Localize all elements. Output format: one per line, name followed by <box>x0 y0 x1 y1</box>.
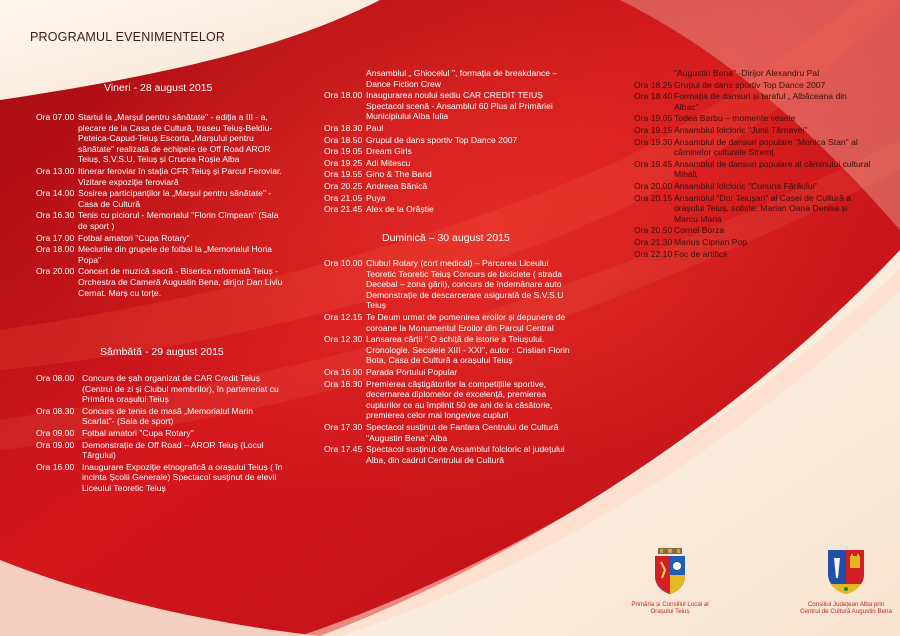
event-time: Ora 19.30 <box>634 136 673 147</box>
event-time: Ora 21.05 <box>324 192 363 203</box>
event-text: Formația de dansuri și taraful „ Albăceana din Albac" <box>674 91 847 112</box>
event-text: Concurs de șah organizat de CAR Credit Teiuș (Centrul de zi și Clubul membrilor), în parteneriat cu Primăria orașului Teiuș <box>82 373 279 405</box>
event-text: Clubul Rotary (cort medical) – Parcarea Liceului Teoretic Teoretic Teiuș Concurs de biciclete ( strada Decebal – zona gării), concurs de îndemânare auto Demonstrație de descarcerare asigurată de S.V.S.U Teiuș <box>366 258 564 311</box>
event-row <box>36 210 286 231</box>
event-text: Startul la „Marșul pentru sănătate" - ediția a III - a, plecare de la Casa de Cultură, traseu Teiuș-Beldiu-Peteica-Capud-Teiuș Escorta „Marșului pentru sănătate" realizată de echipele de Off Road AROR Teiuș, S.V.S.U. Teiuș și Crucea Roșie Alba <box>78 112 273 165</box>
event-time: Ora 21.30 <box>634 236 673 247</box>
event-time: Ora 13.00 <box>36 165 75 176</box>
event-row <box>36 440 286 461</box>
event-time: Ora 19.15 <box>634 124 673 135</box>
event-time: Ora 20.15 <box>634 192 673 203</box>
saturday-events <box>36 373 286 495</box>
event-time: Ora 19.55 <box>324 169 363 180</box>
event-row <box>324 90 574 122</box>
event-time: Ora 16.00 <box>36 461 75 472</box>
event-text: Demonstrație de Off Road – AROR Teiuș (Locul Târgului) <box>82 439 264 461</box>
event-time: Ora 20.00 <box>634 180 673 191</box>
event-time: Ora 08.00 <box>36 373 75 383</box>
event-row <box>324 367 576 378</box>
event-time: Ora 18.50 <box>324 134 363 145</box>
event-time: Ora 16.00 <box>324 366 363 377</box>
event-row <box>634 159 872 180</box>
event-row <box>324 204 574 215</box>
event-text: Tenis cu piciorul - Memorialul "Florin Cîmpean" (Sala de sport ) <box>78 210 279 231</box>
sunday-heading: Duminică – 30 august 2015 <box>382 232 510 244</box>
event-time: Ora 14.00 <box>36 188 75 199</box>
event-time: Ora 17.00 <box>36 232 75 243</box>
event-text: Premierea câștigătorilor la competițiile sportive, decernarea diplomelor de excelență, premierea cuplurilor ce au împlinit 50 de ani de la căsătorie, premierea celor mai longevive cupluri <box>366 378 553 421</box>
event-time: Ora 21.45 <box>324 204 363 215</box>
event-row <box>634 125 872 136</box>
event-time: Ora 07.00 <box>36 112 75 122</box>
event-row <box>634 91 872 112</box>
event-text: Dream Girls <box>366 146 412 157</box>
saturday-heading: Sâmbătă - 29 august 2015 <box>100 346 224 358</box>
event-text: Gino & The Band <box>366 169 432 180</box>
event-time: Ora 12.30 <box>324 334 363 345</box>
sunday-continued <box>634 68 872 260</box>
event-text: Paul <box>366 122 384 133</box>
event-row <box>634 80 872 91</box>
event-text: Sosirea participanților la „Marșul pentru sănătate" - Casa de Cultură <box>78 188 272 209</box>
event-text: Adi Mitescu <box>366 157 411 168</box>
event-row <box>324 444 576 465</box>
event-text: Todea Barbu – momente vesele <box>674 113 796 124</box>
event-row <box>36 233 286 244</box>
event-time: Ora 16.30 <box>36 210 75 221</box>
event-text: Foc de artificii <box>674 248 728 259</box>
saturday-continued <box>324 68 574 216</box>
event-row <box>36 406 286 427</box>
teius-coat-of-arms-logo <box>624 548 716 616</box>
event-time: Ora 20.25 <box>324 180 363 191</box>
event-text: Puya <box>366 192 386 203</box>
event-text: Andreea Bănică <box>366 180 428 191</box>
left-logo-caption: Primăria și Consiliul Local al Orașului Teiuș <box>631 601 709 616</box>
event-text: Ansamblul "Dor Teiușan" al Casei de Cultură a orașului Teiuș, soliste: Marian Oana Denisa și Marcu Maria <box>674 192 851 224</box>
event-row <box>36 428 286 439</box>
event-row <box>324 193 574 204</box>
event-row <box>36 462 286 494</box>
event-text: Meciurile din grupele de fotbal la „Memorialul Horia Popa" <box>78 244 272 265</box>
event-row <box>324 258 576 311</box>
event-text: Inaugurare Expoziție etnografică a orașului Teiuș ( în incinta Școlii Generale) Spectacol susținut de elevii Liceului Teoretic Teiuș <box>82 461 283 493</box>
event-text: Parada Portului Popular <box>366 366 458 377</box>
event-row <box>324 68 574 89</box>
event-text: "Augustin Bena" -Dirijor Alexandru Pal <box>674 68 820 78</box>
event-text: Fotbal amatori "Cupa Rotary" <box>82 427 194 438</box>
event-row <box>634 249 872 260</box>
event-time: Ora 12.15 <box>324 311 363 322</box>
event-time: Ora 17.30 <box>324 421 363 432</box>
event-text: Fotbal amatori "Cupa Rotary" <box>78 232 190 243</box>
event-time: Ora 22.10 <box>634 248 673 259</box>
event-row <box>36 188 286 209</box>
friday-heading: Vineri - 28 august 2015 <box>104 82 213 94</box>
event-text: Concurs de tenis de masă „Memorialul Marin Scarlat"- (Sala de sport) <box>82 405 253 427</box>
event-row <box>324 135 574 146</box>
event-row <box>634 237 872 248</box>
event-row <box>324 123 574 134</box>
right-logo-caption: Consiliul Județean Alba prin Centrul de Cultură Augustin Bena <box>800 601 892 616</box>
alba-shield-icon <box>826 548 866 594</box>
event-text: Alex de la Orăștie <box>366 204 434 215</box>
event-row <box>324 334 576 366</box>
event-row <box>324 312 576 333</box>
event-row <box>324 379 576 421</box>
event-row <box>634 68 872 79</box>
event-text: Spectacol susținut de Ansamblul folcloric al județului Alba, din cadrul Centrului de Cultură <box>366 444 565 465</box>
event-time: Ora 18.25 <box>634 79 673 90</box>
event-row <box>324 146 574 157</box>
event-time: Ora 08.30 <box>36 405 75 416</box>
event-row <box>36 373 286 405</box>
program-title: PROGRAMUL EVENIMENTELOR <box>30 30 226 44</box>
event-text: Ansamblul „ Ghiocelul ", formația de breakdance – Dance Fiction Crew <box>366 68 558 89</box>
event-text: Marius Ciprian Pop <box>674 236 748 247</box>
event-row <box>634 181 872 192</box>
event-text: Ansamblul folcloric "Cununa Fărăului" <box>674 180 818 191</box>
event-text: Cornel Borza <box>674 225 725 236</box>
event-text: Te Deum urmat de pomenirea eroilor și depunere de coroane la Monumentul Eroilor din Parcul Central <box>366 311 566 333</box>
event-row <box>36 266 286 298</box>
event-time: Ora 17.45 <box>324 444 363 455</box>
event-time: Ora 19.25 <box>324 157 363 168</box>
event-row <box>324 181 574 192</box>
event-text: Ansamblul folcloric "Junii Târnavei" <box>674 124 808 135</box>
event-text: Spectacol susținut de Fanfara Centrului de Cultură "Augustin Bena" Alba <box>366 421 559 443</box>
sunday-events <box>324 258 576 466</box>
alba-county-logo <box>800 548 892 616</box>
event-time: Ora 19.05 <box>324 146 363 157</box>
event-text: Ansamblul de dansuri populare al căminului cultural Mihalț <box>674 158 871 180</box>
event-row <box>36 112 286 165</box>
event-time: Ora 18.00 <box>36 244 75 255</box>
event-time: Ora 20.00 <box>36 266 75 277</box>
event-text: Ansamblul de dansuri populare "Monica Stan" al căminelor culturale Stremț <box>674 136 858 158</box>
event-row <box>324 169 574 180</box>
event-row <box>634 193 872 225</box>
event-row <box>36 166 286 187</box>
event-text: Grupul de dans sportiv Top Dance 2007 <box>366 134 518 145</box>
event-time: Ora 09.00 <box>36 439 75 450</box>
event-row <box>634 113 872 124</box>
friday-events <box>36 112 286 299</box>
event-time: Ora 18.30 <box>324 122 363 133</box>
event-text: Grupul de dans sportiv Top Dance 2007 <box>674 79 826 90</box>
event-row <box>324 158 574 169</box>
event-time: Ora 19.05 <box>634 113 673 124</box>
event-row <box>634 225 872 236</box>
event-text: Concert de muzică sacră - Biserica reformată Teiuș - Orchestra de Cameră Augustin Bena, dirijor Dan Liviu Cernat. Marș cu torțe. <box>78 266 283 298</box>
event-text: Inaugurarea noului sediu CAR CREDIT TEIUȘ Spectacol scenă - Ansamblul 60 Plus al Primăriei Municipiului Alba Iulia <box>366 90 553 122</box>
teius-shield-icon <box>653 548 687 594</box>
event-time: Ora 18.40 <box>634 91 673 102</box>
event-time: Ora 16.30 <box>324 378 363 389</box>
event-text: Itinerar feroviar în stația CFR Teiuș și Parcul Feroviar. Vizitare expoziție feroviară <box>78 165 282 187</box>
event-row <box>36 244 286 265</box>
event-time: Ora 20.50 <box>634 225 673 236</box>
event-time: Ora 18.00 <box>324 90 363 101</box>
event-row <box>634 137 872 158</box>
event-text: Lansarea cărții " O schiță de istorie a Teiușului. Cronologie. Secolele XIII - XXI", autor : Cristian Florin Bota, Casa de Cultură a orașului Teiuș <box>366 334 570 366</box>
event-time: Ora 10.00 <box>324 258 363 268</box>
event-row <box>324 422 576 443</box>
event-time: Ora 09.00 <box>36 427 75 438</box>
event-time: Ora 19.45 <box>634 158 673 169</box>
